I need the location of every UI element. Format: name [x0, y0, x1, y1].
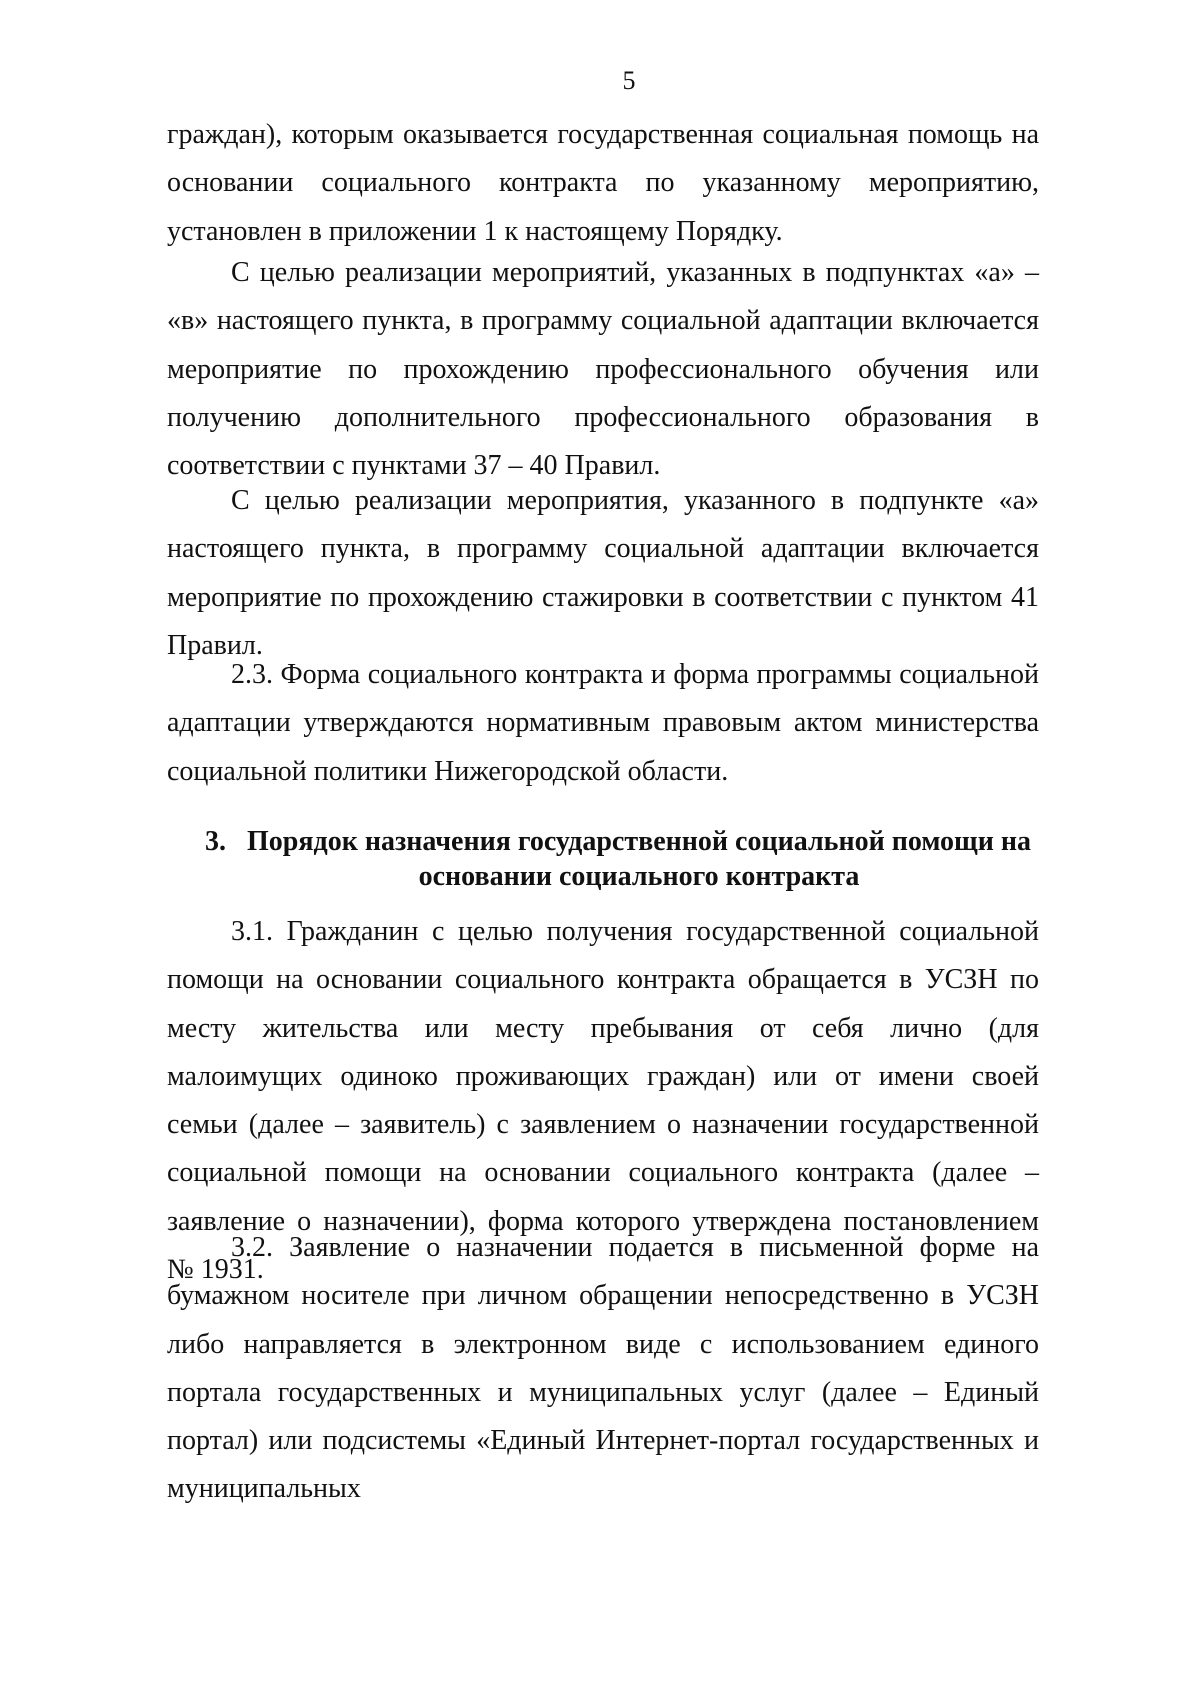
paragraph-2-3: 2.3. Форма социального контракта и форма программы социальной адаптации утверждаются нормативным правовым актом министерства социальной политики Нижегородской области.: [167, 659, 1039, 787]
paragraph-3-2: 3.2. Заявление о назначении подается в письменной форме на бумажном носителе при личном обращении непосредственно в УСЗН либо направляется в электронном виде с использованием единого портала государственных и муниципальных услуг (далее – Единый портал) или подсистемы «Единый Интернет-портал государственных и муниципальных: [167, 1232, 1039, 1505]
paragraph-3-1: 3.1. Гражданин с целью получения государственной социальной помощи на основании социального контракта обращается в УСЗН по месту жительства или месту пребывания от себя лично (для малоимущих одиноко проживающих граждан) или от имени своей семьи (далее – заявитель) с заявлением о назначении государственной социальной помощи на основании социального контракта (далее – заявление о назначении), форма которого утверждена постановлением № 1931.: [167, 916, 1039, 1286]
section-title: Порядок назначения государственной социальной помощи на основании социального контракта: [247, 826, 1031, 892]
section-heading: [167, 824, 1039, 894]
paragraph-measure-a: С целью реализации мероприятия, указанного в подпункте «а» настоящего пункта, в программу социальной адаптации включается мероприятие по прохождению стажировки в соответствии с пунктом 41 Правил.: [167, 485, 1039, 661]
paragraph-measures-a-v: С целью реализации мероприятий, указанных в подпунктах «а» – «в» настоящего пункта, в программу социальной адаптации включается мероприятие по прохождению профессионального обучения или получению дополнительного профессионального образования в соответствии с пунктами 37 – 40 Правил.: [167, 257, 1039, 482]
section-number: 3.: [205, 826, 226, 857]
page-number: 5: [622, 66, 636, 95]
paragraph-continuation: граждан), которым оказывается государственная социальная помощь на основании социального контракта по указанному мероприятию, установлен в приложении 1 к настоящему Порядку.: [167, 119, 1039, 247]
